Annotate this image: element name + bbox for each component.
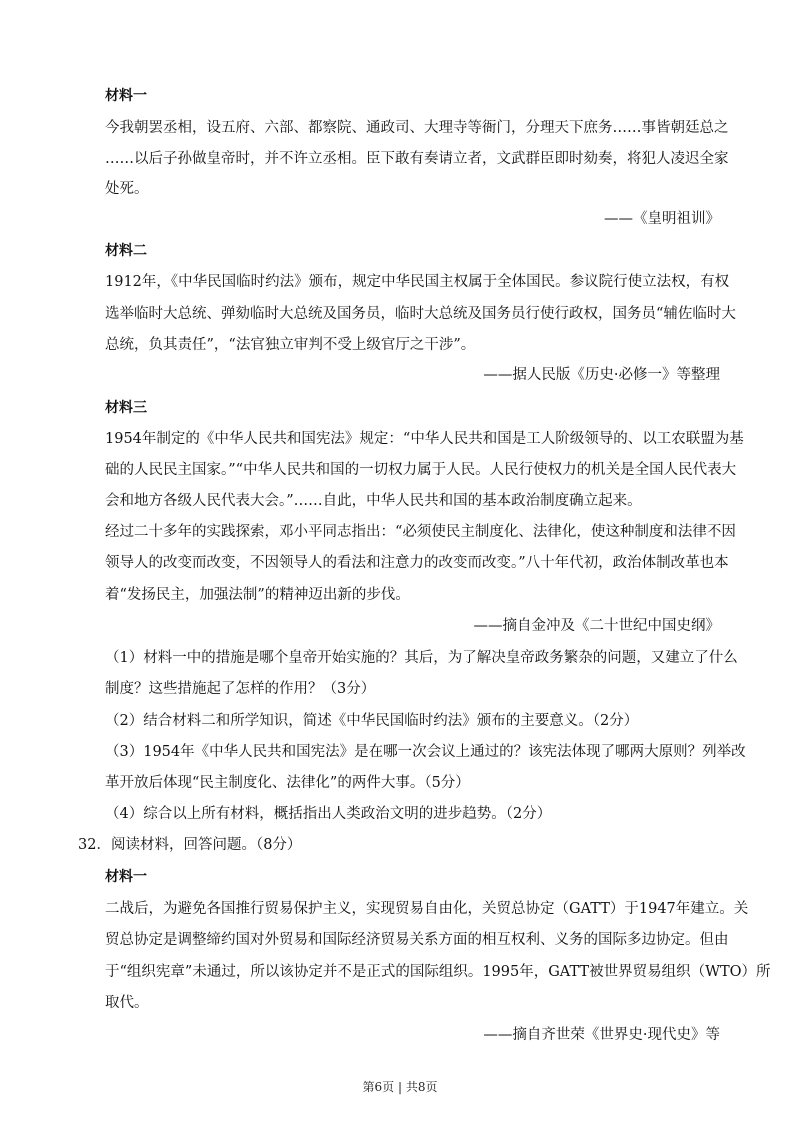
question-4: （4）综合以上所有材料，概括指出人类政治文明的进步趋势。（2分） xyxy=(105,806,552,822)
material-2-line-3: 总统，负其责任”，“法官独立审判不受上级官厅之干涉”。 xyxy=(105,337,476,353)
material-1-source: ——《皇明祖训》 xyxy=(604,211,720,227)
material-3-line-4: 经过二十多年的实践探索，邓小平同志指出：“必须使民主制度化、法律化，使这种制度和法律不因 xyxy=(105,524,736,540)
q32-material-1-heading: 材料一 xyxy=(105,869,147,885)
material-1-line-3: 处死。 xyxy=(105,181,149,197)
material-1-heading: 材料一 xyxy=(105,88,147,104)
material-3-line-6: 着“发扬民主，加强法制”的精神迈出新的步伐。 xyxy=(105,587,410,603)
question-32-title: 32．阅读材料，回答问题。（8分） xyxy=(78,837,302,853)
material-1-line-2: ……以后子孙做皇帝时，并不许立丞相。臣下敢有奏请立者，文武群臣即时劾奏，将犯人凌迟全家 xyxy=(105,151,729,167)
q32-material-1-line-2: 贸总协定是调整缔约国对外贸易和国际经济贸易关系方面的相互权利、义务的国际多边协定。但由 xyxy=(105,932,729,948)
material-2-source: ——据人民版《历史·必修一》等整理 xyxy=(483,367,720,383)
page-footer: 第6页 | 共8页 xyxy=(362,1080,438,1094)
question-1-line-2: 制度？这些措施起了怎样的作用？（3分） xyxy=(105,681,376,697)
material-3-heading: 材料三 xyxy=(105,400,147,416)
q32-material-1-line-4: 取代。 xyxy=(105,995,149,1011)
material-3-line-3: 会和地方各级人民代表大会。”……自此，中华人民共和国的基本政治制度确立起来。 xyxy=(105,493,642,509)
question-3-line-1: （3）1954年《中华人民共和国宪法》是在哪一次会议上通过的？该宪法体现了哪两大原则？列举改 xyxy=(105,744,746,760)
q32-material-1-line-1: 二战后，为避免各国推行贸易保护主义，实现贸易自由化，关贸总协定（GATT）于1947年建立。关 xyxy=(105,901,749,917)
question-2: （2）结合材料二和所学知识，简述《中华民国临时约法》颁布的主要意义。（2分） xyxy=(105,713,639,729)
material-2-line-1: 1912年，《中华民国临时约法》颁布，规定中华民国主权属于全体国民。参议院行使立法权，有权 xyxy=(105,274,730,290)
question-3-line-2: 革开放后体现“民主制度化、法律化”的两件大事。（5分） xyxy=(105,775,470,791)
q32-material-1-line-3: 于“组织宪章”未通过，所以该协定并不是正式的国际组织。1995年，GATT被世界贸易组织（WTO）所 xyxy=(105,964,771,980)
q32-material-1-source: ——摘自齐世荣《世界史·现代史》等 xyxy=(483,1027,720,1043)
material-2-heading: 材料二 xyxy=(105,243,147,259)
material-3-line-2: 础的人民民主国家。”“中华人民共和国的一切权力属于人民。人民行使权力的机关是全国人民代表大 xyxy=(105,462,737,478)
material-1-line-1: 今我朝罢丞相，设五府、六部、都察院、通政司、大理寺等衙门，分理天下庶务……事皆朝廷总之 xyxy=(105,120,729,136)
material-3-line-5: 领导人的改变而改变，不因领导人的看法和注意力的改变而改变。”八十年代初，政治体制改革也本 xyxy=(105,555,729,571)
material-3-line-1: 1954年制定的《中华人民共和国宪法》规定：“中华人民共和国是工人阶级领导的、以工农联盟为基 xyxy=(105,431,744,447)
material-2-line-2: 选举临时大总统、弹劾临时大总统及国务员，临时大总统及国务员行使行政权，国务员“辅佐临时大 xyxy=(105,306,736,322)
material-3-source: ——摘自金冲及《二十世纪中国史纲》 xyxy=(473,618,720,634)
question-1-line-1: （1）材料一中的措施是哪个皇帝开始实施的？其后，为了解决皇帝政务繁杂的问题，又建立了什么 xyxy=(105,650,738,666)
